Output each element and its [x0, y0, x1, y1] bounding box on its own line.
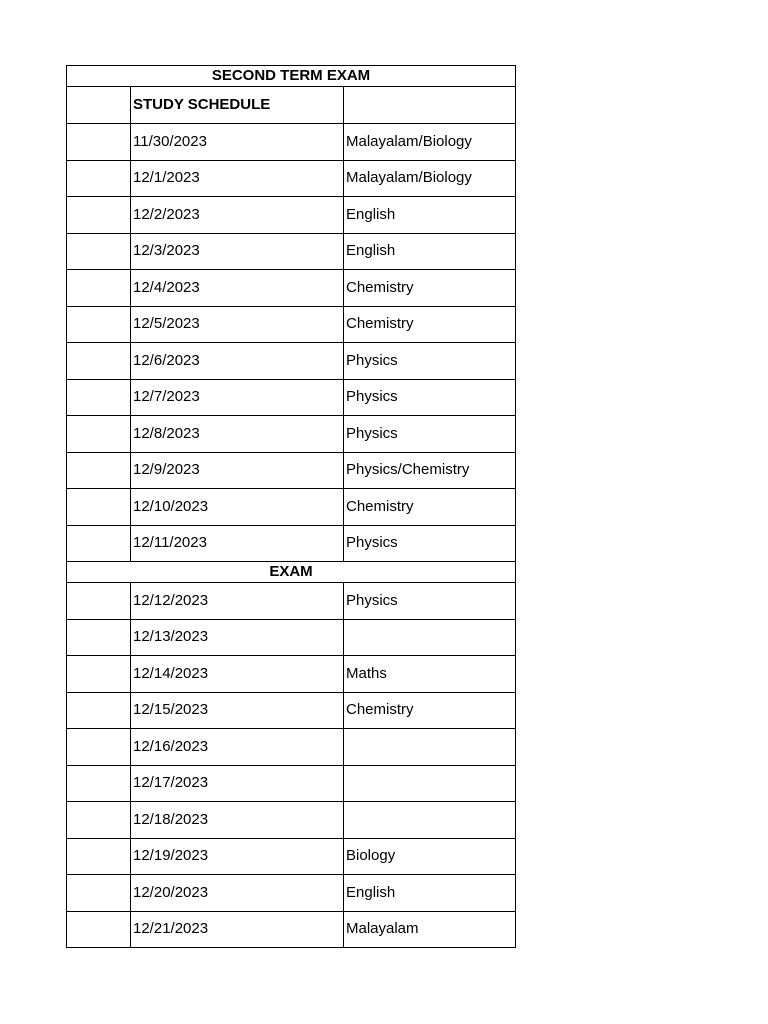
date-cell: 12/13/2023	[131, 619, 344, 656]
table-row	[67, 197, 516, 234]
empty-cell	[67, 765, 131, 802]
subject-cell	[344, 802, 516, 839]
date-cell: 12/17/2023	[131, 765, 344, 802]
table-row	[67, 875, 516, 912]
empty-cell	[67, 729, 131, 766]
table-row	[67, 656, 516, 693]
date-cell: 12/12/2023	[131, 583, 344, 620]
date-cell: 12/5/2023	[131, 306, 344, 343]
subject-cell: Physics	[344, 416, 516, 453]
date-cell: 12/14/2023	[131, 656, 344, 693]
empty-cell	[67, 124, 131, 161]
subject-cell: Malayalam	[344, 911, 516, 948]
subject-cell	[344, 729, 516, 766]
subject-cell: Chemistry	[344, 692, 516, 729]
subject-cell: Physics/Chemistry	[344, 452, 516, 489]
table-row	[67, 838, 516, 875]
empty-cell	[67, 911, 131, 948]
subject-cell: Physics	[344, 583, 516, 620]
empty-cell	[67, 233, 131, 270]
empty-cell	[67, 343, 131, 380]
subject-cell: Chemistry	[344, 489, 516, 526]
study-schedule-header: STUDY SCHEDULE	[131, 87, 344, 124]
date-cell: 12/19/2023	[131, 838, 344, 875]
subject-cell: Maths	[344, 656, 516, 693]
empty-cell	[67, 525, 131, 562]
exam-header: EXAM	[67, 562, 516, 583]
empty-cell	[67, 452, 131, 489]
empty-cell	[67, 87, 131, 124]
subject-cell: Malayalam/Biology	[344, 160, 516, 197]
date-cell: 12/1/2023	[131, 160, 344, 197]
table-row	[67, 489, 516, 526]
date-cell: 12/10/2023	[131, 489, 344, 526]
table-row	[67, 583, 516, 620]
date-cell: 12/11/2023	[131, 525, 344, 562]
table-row	[67, 802, 516, 839]
empty-cell	[67, 160, 131, 197]
date-cell: 12/3/2023	[131, 233, 344, 270]
table-row	[67, 729, 516, 766]
table-row	[67, 911, 516, 948]
date-cell: 12/9/2023	[131, 452, 344, 489]
date-cell: 12/8/2023	[131, 416, 344, 453]
empty-cell	[67, 656, 131, 693]
table-row	[67, 233, 516, 270]
table-row	[67, 343, 516, 380]
subject-cell: Chemistry	[344, 306, 516, 343]
table-row	[67, 270, 516, 307]
empty-cell	[344, 87, 516, 124]
table-row	[67, 619, 516, 656]
study-rows	[67, 124, 516, 562]
empty-cell	[67, 416, 131, 453]
empty-cell	[67, 306, 131, 343]
table-row	[67, 692, 516, 729]
date-cell: 12/18/2023	[131, 802, 344, 839]
date-cell: 12/20/2023	[131, 875, 344, 912]
subject-cell: Physics	[344, 343, 516, 380]
study-section	[67, 66, 516, 124]
schedule-table	[66, 65, 516, 948]
empty-cell	[67, 875, 131, 912]
table-row	[67, 416, 516, 453]
table-row	[67, 525, 516, 562]
date-cell: 12/6/2023	[131, 343, 344, 380]
subject-cell: Physics	[344, 525, 516, 562]
subject-cell: English	[344, 233, 516, 270]
empty-cell	[67, 583, 131, 620]
date-cell: 12/7/2023	[131, 379, 344, 416]
subject-cell: English	[344, 197, 516, 234]
table-row	[67, 160, 516, 197]
table-row	[67, 379, 516, 416]
table-row	[67, 306, 516, 343]
date-cell: 12/15/2023	[131, 692, 344, 729]
subject-cell: English	[344, 875, 516, 912]
empty-cell	[67, 802, 131, 839]
title-row	[67, 66, 516, 87]
date-cell: 12/4/2023	[131, 270, 344, 307]
exam-section	[67, 562, 516, 583]
empty-cell	[67, 489, 131, 526]
empty-cell	[67, 692, 131, 729]
empty-cell	[67, 838, 131, 875]
subject-cell: Biology	[344, 838, 516, 875]
empty-cell	[67, 197, 131, 234]
subject-cell: Chemistry	[344, 270, 516, 307]
sheet-title: SECOND TERM EXAM	[67, 66, 516, 87]
study-header-row	[67, 87, 516, 124]
table-row	[67, 765, 516, 802]
table-row	[67, 124, 516, 161]
date-cell: 11/30/2023	[131, 124, 344, 161]
empty-cell	[67, 619, 131, 656]
subject-cell	[344, 765, 516, 802]
exam-header-row	[67, 562, 516, 583]
date-cell: 12/21/2023	[131, 911, 344, 948]
empty-cell	[67, 379, 131, 416]
date-cell: 12/2/2023	[131, 197, 344, 234]
empty-cell	[67, 270, 131, 307]
subject-cell	[344, 619, 516, 656]
subject-cell: Physics	[344, 379, 516, 416]
subject-cell: Malayalam/Biology	[344, 124, 516, 161]
date-cell: 12/16/2023	[131, 729, 344, 766]
table-row	[67, 452, 516, 489]
exam-rows	[67, 583, 516, 948]
